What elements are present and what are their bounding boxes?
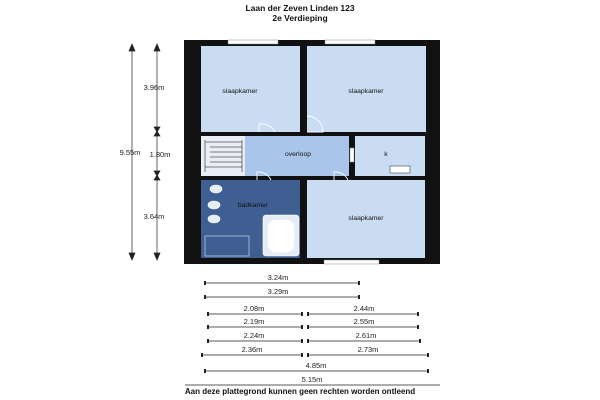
dim-middle-height: 1.80m bbox=[149, 150, 171, 159]
label-bedroom-top-right: slaapkamer bbox=[348, 88, 384, 95]
dim-row1: 3.24m bbox=[267, 273, 289, 282]
label-bathroom: badkamer bbox=[237, 202, 269, 209]
dim-row2: 3.29m bbox=[267, 287, 289, 296]
closet-fixture bbox=[390, 166, 410, 173]
label-landing: overloop bbox=[284, 151, 312, 158]
dim-row8: 5.15m bbox=[301, 375, 323, 384]
dim-total-height: 9.55m bbox=[119, 148, 141, 157]
dim-row4-left: 2.19m bbox=[243, 317, 265, 326]
dim-row4-right: 2.55m bbox=[353, 317, 375, 326]
floor-title: 2e Verdieping bbox=[272, 13, 328, 23]
dim-row6-right: 2.73m bbox=[357, 345, 379, 354]
vanity bbox=[205, 236, 249, 256]
label-closet: k bbox=[384, 151, 388, 158]
dim-row3-left: 2.08m bbox=[243, 304, 265, 313]
label-bedroom-bottom-right: slaapkamer bbox=[348, 215, 384, 222]
address-title: Laan der Zeven Linden 123 bbox=[245, 3, 355, 13]
bathtub-inner bbox=[268, 220, 294, 252]
closet-door bbox=[350, 148, 354, 162]
sink-middle bbox=[208, 201, 220, 209]
dim-row5-left: 2.24m bbox=[243, 331, 265, 340]
dim-bottom-height: 3.64m bbox=[143, 212, 165, 221]
dim-row6-left: 2.36m bbox=[241, 345, 263, 354]
disclaimer: Aan deze plattegrond kunnen geen rechten worden ontleend bbox=[184, 387, 416, 396]
sink-bottom bbox=[208, 215, 220, 223]
sink-top bbox=[210, 185, 222, 193]
dim-row3-right: 2.44m bbox=[353, 304, 375, 313]
dim-row7: 4.85m bbox=[305, 361, 327, 370]
label-bedroom-top-left: slaapkamer bbox=[222, 88, 258, 95]
dim-row5-right: 2.61m bbox=[355, 331, 377, 340]
dim-top-height: 3.96m bbox=[143, 83, 165, 92]
